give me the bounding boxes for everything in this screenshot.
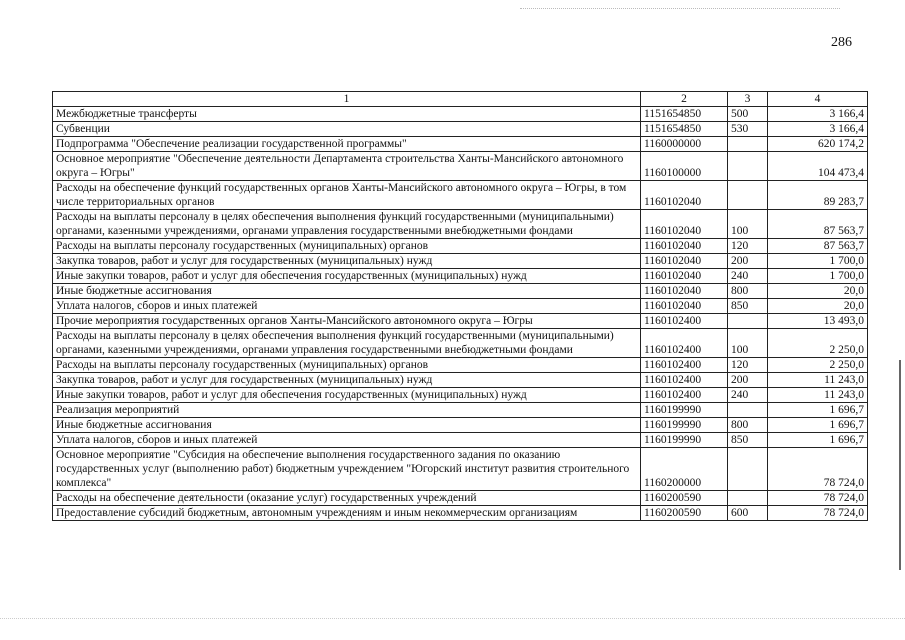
row-amount-cell: 78 724,0 [768, 491, 868, 506]
row-amount-cell: 20,0 [768, 284, 868, 299]
row-name-cell: Закупка товаров, работ и услуг для государственных (муниципальных) нужд [53, 373, 641, 388]
row-type-cell [728, 491, 768, 506]
row-code-cell: 1160199990 [641, 418, 728, 433]
row-amount-cell: 2 250,0 [768, 358, 868, 373]
row-amount-cell: 87 563,7 [768, 239, 868, 254]
row-name-cell: Уплата налогов, сборов и иных платежей [53, 433, 641, 448]
row-type-cell [728, 181, 768, 210]
row-code-cell: 1160102400 [641, 373, 728, 388]
table-row [53, 314, 868, 329]
row-code-cell: 1160102040 [641, 239, 728, 254]
row-name-cell: Расходы на выплаты персоналу в целях обеспечения выполнения функций государственными (муниципальными) органами, казенными учреждениями, органами управления государственными внебюджетными фондами [53, 329, 641, 358]
table-body [53, 107, 868, 521]
row-type-cell: 100 [728, 329, 768, 358]
row-name-cell: Основное мероприятие "Обеспечение деятельности Департамента строительства Ханты-Мансийского автономного округа – Югры" [53, 152, 641, 181]
table-row [53, 448, 868, 491]
row-type-cell: 200 [728, 373, 768, 388]
table-row [53, 284, 868, 299]
row-code-cell: 1160102400 [641, 314, 728, 329]
row-amount-cell: 3 166,4 [768, 107, 868, 122]
header-col-4: 4 [768, 92, 868, 107]
header-col-3: 3 [728, 92, 768, 107]
row-code-cell: 1160102040 [641, 299, 728, 314]
row-amount-cell: 11 243,0 [768, 388, 868, 403]
table-row [53, 210, 868, 239]
table-row [53, 254, 868, 269]
row-name-cell: Расходы на обеспечение деятельности (оказание услуг) государственных учреждений [53, 491, 641, 506]
row-name-cell: Уплата налогов, сборов и иных платежей [53, 299, 641, 314]
row-type-cell: 100 [728, 210, 768, 239]
table-header-row [53, 92, 868, 107]
row-code-cell: 1160102400 [641, 358, 728, 373]
row-type-cell: 240 [728, 269, 768, 284]
row-name-cell: Реализация мероприятий [53, 403, 641, 418]
row-amount-cell: 20,0 [768, 299, 868, 314]
row-code-cell: 1160102400 [641, 329, 728, 358]
table-row [53, 373, 868, 388]
row-name-cell: Предоставление субсидий бюджетным, автономным учреждениям и иным некоммерческим организациям [53, 506, 641, 521]
row-amount-cell: 1 696,7 [768, 433, 868, 448]
row-name-cell: Иные закупки товаров, работ и услуг для обеспечения государственных (муниципальных) нужд [53, 269, 641, 284]
row-amount-cell: 89 283,7 [768, 181, 868, 210]
row-name-cell: Межбюджетные трансферты [53, 107, 641, 122]
table-row [53, 137, 868, 152]
row-name-cell: Прочие мероприятия государственных органов Ханты-Мансийского автономного округа – Югры [53, 314, 641, 329]
row-code-cell: 1160199990 [641, 433, 728, 448]
table-row [53, 358, 868, 373]
row-type-cell: 600 [728, 506, 768, 521]
header-col-1: 1 [53, 92, 641, 107]
row-type-cell [728, 137, 768, 152]
row-code-cell: 1160102040 [641, 210, 728, 239]
page-number: 286 [831, 35, 852, 50]
row-name-cell: Иные закупки товаров, работ и услуг для обеспечения государственных (муниципальных) нужд [53, 388, 641, 403]
row-type-cell [728, 403, 768, 418]
budget-table [52, 91, 868, 521]
row-type-cell [728, 152, 768, 181]
row-type-cell: 530 [728, 122, 768, 137]
row-name-cell: Закупка товаров, работ и услуг для государственных (муниципальных) нужд [53, 254, 641, 269]
table-row [53, 152, 868, 181]
row-name-cell: Субвенции [53, 122, 641, 137]
row-type-cell [728, 314, 768, 329]
table-row [53, 329, 868, 358]
row-name-cell: Иные бюджетные ассигнования [53, 418, 641, 433]
row-type-cell: 200 [728, 254, 768, 269]
row-code-cell: 1151654850 [641, 122, 728, 137]
row-amount-cell: 1 700,0 [768, 269, 868, 284]
row-amount-cell: 13 493,0 [768, 314, 868, 329]
table-row [53, 491, 868, 506]
table-row [53, 269, 868, 284]
row-type-cell: 800 [728, 284, 768, 299]
row-type-cell: 240 [728, 388, 768, 403]
table-row [53, 181, 868, 210]
row-code-cell: 1160102040 [641, 269, 728, 284]
row-type-cell: 120 [728, 358, 768, 373]
row-code-cell: 1160102040 [641, 181, 728, 210]
header-col-2: 2 [641, 92, 728, 107]
row-code-cell: 1160100000 [641, 152, 728, 181]
row-amount-cell: 1 696,7 [768, 403, 868, 418]
row-type-cell [728, 448, 768, 491]
row-amount-cell: 104 473,4 [768, 152, 868, 181]
row-name-cell: Расходы на выплаты персоналу в целях обеспечения выполнения функций государственными (муниципальными) органами, казенными учреждениями, органами управления государственными внебюджетными фондами [53, 210, 641, 239]
table-row [53, 122, 868, 137]
table-row [53, 388, 868, 403]
row-code-cell: 1160102040 [641, 254, 728, 269]
table-row [53, 433, 868, 448]
row-amount-cell: 1 696,7 [768, 418, 868, 433]
row-code-cell: 1160102040 [641, 284, 728, 299]
row-code-cell: 1160102400 [641, 388, 728, 403]
scan-edge-mark [899, 360, 901, 570]
row-type-cell: 500 [728, 107, 768, 122]
row-type-cell: 800 [728, 418, 768, 433]
row-code-cell: 1160000000 [641, 137, 728, 152]
row-code-cell: 1160200000 [641, 448, 728, 491]
row-type-cell: 120 [728, 239, 768, 254]
row-type-cell: 850 [728, 299, 768, 314]
row-amount-cell: 3 166,4 [768, 122, 868, 137]
row-name-cell: Расходы на обеспечение функций государственных органов Ханты-Мансийского автономного округа – Югры, в том числе территориальных органов [53, 181, 641, 210]
row-name-cell: Расходы на выплаты персоналу государственных (муниципальных) органов [53, 239, 641, 254]
row-type-cell: 850 [728, 433, 768, 448]
row-code-cell: 1160200590 [641, 506, 728, 521]
row-name-cell: Иные бюджетные ассигнования [53, 284, 641, 299]
scan-noise-top [520, 8, 840, 10]
row-amount-cell: 2 250,0 [768, 329, 868, 358]
table-row [53, 506, 868, 521]
row-amount-cell: 87 563,7 [768, 210, 868, 239]
row-amount-cell: 11 243,0 [768, 373, 868, 388]
row-name-cell: Основное мероприятие "Субсидия на обеспечение выполнения государственного задания по оказанию государственных услуг (выполнению работ) бюджетным учреждением "Югорский институт развития строительного комплекса" [53, 448, 641, 491]
row-name-cell: Расходы на выплаты персоналу государственных (муниципальных) органов [53, 358, 641, 373]
row-amount-cell: 78 724,0 [768, 506, 868, 521]
table-row [53, 403, 868, 418]
row-amount-cell: 1 700,0 [768, 254, 868, 269]
table-row [53, 239, 868, 254]
row-code-cell: 1160200590 [641, 491, 728, 506]
row-amount-cell: 620 174,2 [768, 137, 868, 152]
table-row [53, 299, 868, 314]
scan-noise-bottom [0, 618, 905, 620]
row-name-cell: Подпрограмма "Обеспечение реализации государственной программы" [53, 137, 641, 152]
table-row [53, 418, 868, 433]
row-code-cell: 1160199990 [641, 403, 728, 418]
row-amount-cell: 78 724,0 [768, 448, 868, 491]
row-code-cell: 1151654850 [641, 107, 728, 122]
table-row [53, 107, 868, 122]
